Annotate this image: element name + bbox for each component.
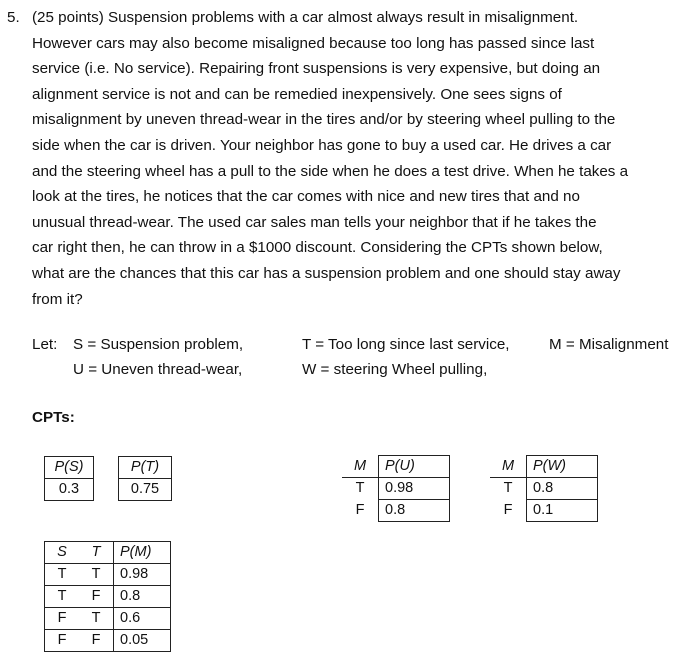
cpt-cell: F — [79, 630, 114, 652]
problem-line: misalignment by uneven thread-wear in the tires and/or by steering wheel pulling to the — [32, 111, 616, 129]
cpt-table-pt — [118, 456, 172, 501]
cpt-header: P(S) — [45, 457, 94, 479]
cpt-cell: 0.98 — [379, 478, 450, 500]
problem-line: However cars may also become misaligned because too long has passed since last — [32, 34, 595, 52]
cpt-cell: 0.75 — [119, 479, 172, 501]
problem-line: alignment service is not and can be remedied inexpensively. One sees signs of — [32, 85, 562, 103]
cpts-heading: CPTs: — [32, 409, 75, 426]
cpt-table-pm — [44, 541, 171, 652]
cpt-cell: T — [79, 564, 114, 586]
cpt-header: S — [45, 542, 80, 564]
cpt-header: M — [490, 456, 527, 478]
cpt-header: T — [79, 542, 114, 564]
cpt-table-pu — [342, 455, 450, 522]
cpt-cell: 0.05 — [114, 630, 171, 652]
cpt-cell: F — [342, 500, 379, 522]
problem-line: side when the car is driven. Your neighbor has gone to buy a used car. He drives a car — [32, 136, 612, 154]
cpt-cell: 0.98 — [114, 564, 171, 586]
cpt-cell: F — [79, 586, 114, 608]
problem-line: from it? — [32, 290, 83, 308]
cpt-cell: 0.8 — [379, 500, 450, 522]
definition-s: S = Suspension problem, — [73, 336, 244, 353]
problem-number: 5. — [7, 9, 20, 26]
problem-line: look at the tires, he notices that the car comes with nice and new tires that and no — [32, 188, 580, 206]
definition-u: U = Uneven thread-wear, — [73, 361, 243, 378]
cpt-cell: 0.3 — [45, 479, 94, 501]
cpt-cell: F — [45, 608, 80, 630]
cpt-header: P(T) — [119, 457, 172, 479]
cpt-header: P(U) — [379, 456, 450, 478]
definition-m: M = Misalignment — [549, 336, 669, 353]
problem-line: (25 points) Suspension problems with a car almost always result in misalignment. — [32, 9, 579, 26]
problem-text — [32, 5, 680, 312]
problem-line: car right then, he can throw in a $1000 discount. Considering the CPTs shown below, — [32, 239, 603, 257]
cpt-cell: T — [342, 478, 379, 500]
cpt-table-pw — [490, 455, 598, 522]
cpt-cell: 0.1 — [527, 500, 598, 522]
cpt-cell: F — [45, 630, 80, 652]
problem-line: and the steering wheel has a pull to the side when he does a test drive. When he takes a — [32, 162, 629, 180]
cpt-cell: T — [45, 586, 80, 608]
cpt-cell: 0.8 — [527, 478, 598, 500]
cpt-cell: T — [490, 478, 527, 500]
cpt-table-ps — [44, 456, 94, 501]
cpt-cell: 0.6 — [114, 608, 171, 630]
cpt-header: P(W) — [527, 456, 598, 478]
cpt-cell: T — [45, 564, 80, 586]
cpt-cell: T — [79, 608, 114, 630]
cpt-cell: 0.8 — [114, 586, 171, 608]
cpt-header: M — [342, 456, 379, 478]
definition-w: W = steering Wheel pulling, — [302, 361, 488, 378]
let-label: Let: — [32, 336, 58, 353]
problem-line: what are the chances that this car has a suspension problem and one should stay away — [32, 264, 621, 282]
problem-line: service (i.e. No service). Repairing front suspensions is very expensive, but doing an — [32, 60, 601, 78]
cpt-header: P(M) — [114, 542, 171, 564]
cpt-cell: F — [490, 500, 527, 522]
definition-t: T = Too long since last service, — [302, 336, 510, 353]
problem-line: unusual thread-wear. The used car sales man tells your neighbor that if he takes the — [32, 213, 597, 231]
